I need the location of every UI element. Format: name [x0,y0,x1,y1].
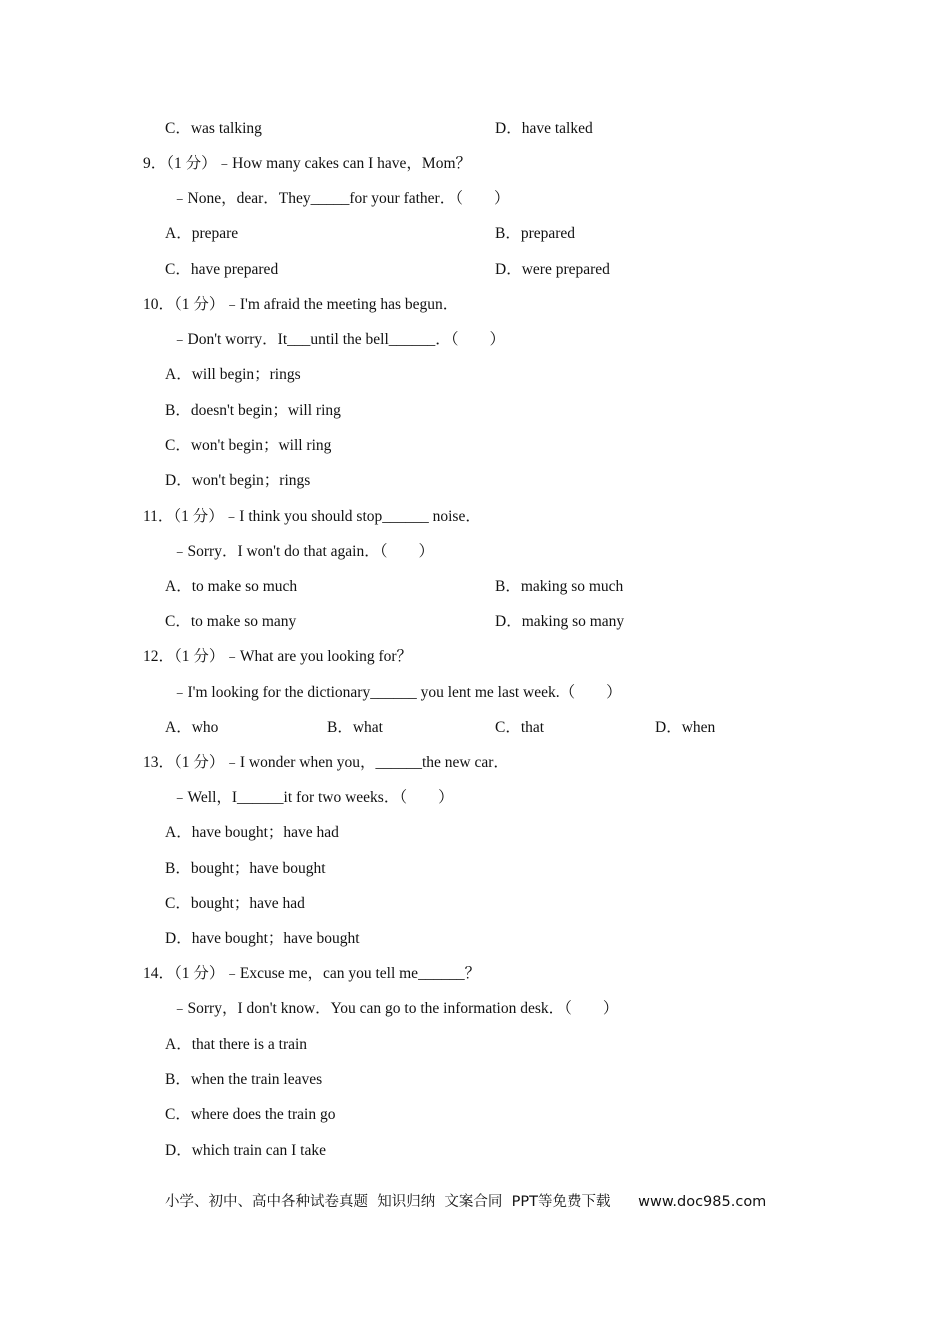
option-letter: A． [165,366,192,383]
option-text: have talked [521,120,593,137]
option-a[interactable] [165,1035,307,1055]
option-letter: A． [165,719,192,736]
option-d[interactable] [495,260,610,280]
option-b[interactable] [165,1070,322,1090]
option-text: won't begin；rings [191,472,311,489]
question-9-reply: ﹣None，dear．They_____for your father．（ ） [172,190,510,207]
option-a[interactable] [165,224,238,244]
option-text: that [520,719,545,736]
question-13-stem: 13．（1 分）﹣I wonder when you，______the new car． [143,754,509,771]
option-d[interactable] [165,471,310,491]
option-b[interactable] [165,859,326,879]
option-letter: D． [165,930,192,947]
question-14-reply: ﹣Sorry，I don't know．You can go to the information desk．（ ） [172,1000,619,1017]
question-11-stem: 11．（1 分）﹣I think you should stop______ noise． [143,508,481,525]
option-text: who [191,719,219,736]
option-b[interactable] [495,577,623,597]
option-c[interactable] [165,894,305,914]
option-letter: D． [165,1142,192,1159]
option-text: prepare [191,225,239,242]
option-letter: D． [165,472,192,489]
option-c[interactable] [495,718,544,738]
option-letter: D． [655,719,682,736]
option-letter: C． [165,613,191,630]
option-text: will begin；rings [191,366,301,383]
option-text: doesn't begin；will ring [190,402,341,419]
question-10-reply: ﹣Don't worry．It___until the bell______．（ ） [172,331,506,348]
option-text: when the train leaves [190,1071,323,1088]
option-letter: C． [165,1106,191,1123]
option-b[interactable] [327,718,383,738]
option-letter: C． [165,895,191,912]
option-c[interactable] [165,436,331,456]
option-letter: B． [495,225,521,242]
question-13-reply: ﹣Well，I______it for two weeks．（ ） [172,789,454,806]
option-text: that there is a train [191,1036,308,1053]
option-letter: B． [495,578,521,595]
option-b[interactable] [165,401,341,421]
option-text: which train can I take [191,1142,326,1159]
option-c[interactable] [165,119,262,139]
option-letter: A． [165,1036,192,1053]
option-letter: D． [495,120,522,137]
option-text: to make so much [191,578,298,595]
option-d[interactable] [495,612,624,632]
option-a[interactable] [165,577,297,597]
option-letter: C． [495,719,521,736]
option-c[interactable] [165,1105,335,1125]
option-text: when [681,719,716,736]
option-d[interactable] [165,929,360,949]
option-a[interactable] [165,718,218,738]
option-d[interactable] [495,119,593,139]
option-text: were prepared [521,261,610,278]
option-letter: C． [165,120,191,137]
option-text: what [352,719,383,736]
question-12-stem: 12．（1 分）﹣What are you looking for？ [143,648,413,665]
option-a[interactable] [165,365,301,385]
option-letter: D． [495,613,522,630]
option-text: have bought；have had [191,824,339,841]
option-letter: D． [495,261,522,278]
option-letter: A． [165,824,192,841]
option-letter: B． [165,1071,191,1088]
option-letter: A． [165,578,192,595]
option-c[interactable] [165,612,296,632]
option-text: bought；have bought [190,860,326,877]
option-c[interactable] [165,260,278,280]
option-a[interactable] [165,823,339,843]
question-11-reply: ﹣Sorry．I won't do that again．（ ） [172,543,434,560]
question-12-reply: ﹣I'm looking for the dictionary______ you lent me last week.（ ） [172,684,622,701]
option-letter: B． [165,402,191,419]
option-b[interactable] [495,224,575,244]
question-10-stem: 10．（1 分）﹣I'm afraid the meeting has begun． [143,296,459,313]
option-text: have bought；have bought [191,930,360,947]
option-text: where does the train go [190,1106,336,1123]
option-text: to make so many [190,613,297,630]
option-text: have prepared [190,261,279,278]
option-text: prepared [520,225,576,242]
option-letter: B． [165,860,191,877]
option-letter: C． [165,261,191,278]
option-d[interactable] [655,718,715,738]
option-text: was talking [190,120,262,137]
option-d[interactable] [165,1141,326,1161]
option-letter: B． [327,719,353,736]
question-14-stem: 14．（1 分）﹣Excuse me，can you tell me______？ [143,965,481,982]
option-letter: A． [165,225,192,242]
option-text: making so many [521,613,625,630]
page-footer: 小学、初中、高中各种试卷真题 知识归纳 文案合同 PPT等免费下载 www.doc985.com [165,1194,767,1210]
question-9-stem: 9．（1 分）﹣How many cakes can I have，Mom？ [143,155,472,172]
option-text: bought；have had [190,895,305,912]
option-text: making so much [520,578,624,595]
option-letter: C． [165,437,191,454]
option-text: won't begin；will ring [190,437,332,454]
